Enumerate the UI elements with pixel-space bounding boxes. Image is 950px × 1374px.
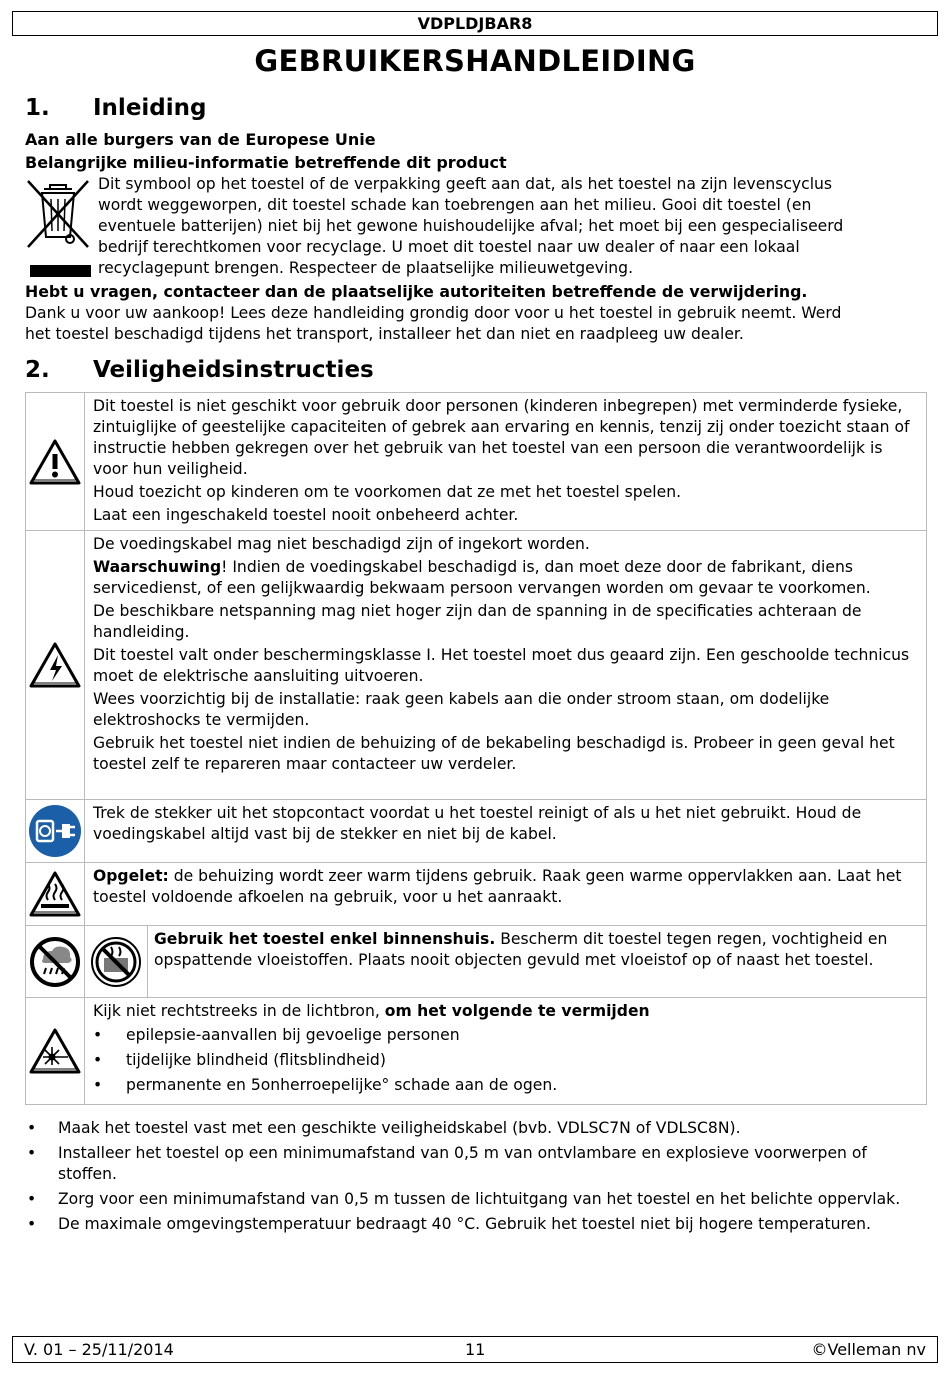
warning-icon bbox=[28, 438, 82, 486]
icon-cell bbox=[26, 863, 85, 926]
icon-cell bbox=[26, 531, 85, 800]
footer-version: V. 01 – 25/11/2014 bbox=[24, 1340, 174, 1359]
icon-cell bbox=[26, 800, 85, 863]
thanks-line: Dank u voor uw aankoop! Lees deze handleiding grondig door voor u het toestel in gebruik neemt. Werd bbox=[25, 304, 842, 322]
icon-cell bbox=[26, 926, 85, 998]
row-text: Gebruik het toestel enkel binnenshuis. Bescherm dit toestel tegen regen, vochtigheid en opspattende vloeistoffen. Plaats nooit objecten gevuld met vloeistof op of naast het toestel. bbox=[148, 926, 927, 998]
row-text: Opgelet: de behuizing wordt zeer warm tijdens gebruik. Raak geen warme oppervlakken aan. Laat het toestel voldoende afkoelen na gebruik, voor u het aanraakt. bbox=[85, 863, 927, 926]
weee-line: bedrijf terechtkomen voor recyclage. U moet dit toestel naar uw dealer of naar een lokaal bbox=[98, 238, 800, 256]
list-item: • Zorg voor een minimumafstand van 0,5 m tussen de lichtuitgang van het toestel en het belichte oppervlak. bbox=[25, 1189, 927, 1210]
safety-row bbox=[26, 393, 927, 531]
safety-row bbox=[26, 863, 927, 926]
icon-cell bbox=[26, 393, 85, 531]
weee-bar bbox=[30, 265, 91, 277]
list-item: • Installeer het toestel op een minimumafstand van 0,5 m van ontvlambare en explosieve voorwerpen of stoffen. bbox=[25, 1143, 927, 1185]
unplug-icon bbox=[28, 804, 82, 858]
list-item: • De maximale omgevingstemperatuur bedraagt 40 °C. Gebruik het toestel niet bij hogere temperaturen. bbox=[25, 1214, 927, 1235]
row-text: Trek de stekker uit het stopcontact voordat u het toestel reinigt of als u het niet gebruikt. Houd de voedingskabel altijd vast bij de stekker en niet bij de kabel. bbox=[85, 800, 927, 863]
hot-surface-icon bbox=[28, 870, 82, 918]
hazard-list bbox=[93, 1025, 920, 1096]
footer-page-number: 11 bbox=[465, 1340, 486, 1359]
list-item: • tijdelijke blindheid (flitsblindheid) bbox=[93, 1050, 920, 1071]
footer bbox=[12, 1336, 938, 1363]
row-text: De voedingskabel mag niet beschadigd zijn of ingekort worden. Waarschuwing! Indien de voedingskabel beschadigd is, dan moet deze door de fabrikant, diens servicedienst, of een gelijkwaardig bekwaam persoon vervangen worden om gevaar te voorkomen. De beschikbare netspanning mag niet hoger zijn dan de spanning in de specificaties achteraan de handleiding. Dit toestel valt onder beschermingsklasse I. Het toestel moet dus geaard zijn. Een geschoolde technicus moet de elektrische aansluiting uitvoeren. Wees voorzichtig bij de installatie: raak geen kabels aan die onder stroom staan, om dodelijke elektroshocks te vermijden. Gebruik het toestel niet indien de behuizing of de bekabeling beschadigd is. Probeer in geen geval het toestel zelf te repareren maar contacteer uw verdeler. bbox=[85, 531, 927, 800]
section1-sub1: Aan alle burgers van de Europese Unie bbox=[25, 130, 376, 149]
page-title: GEBRUIKERSHANDLEIDING bbox=[254, 44, 696, 78]
list-item: • permanente en 5onherroepelijke° schade aan de ogen. bbox=[93, 1075, 920, 1096]
weee-bin-icon bbox=[24, 177, 92, 251]
icon-cell bbox=[85, 926, 148, 998]
electric-shock-icon bbox=[28, 641, 82, 689]
laser-light-icon bbox=[28, 1027, 82, 1075]
header-model: VDPLDJBAR8 bbox=[12, 11, 938, 36]
safety-bullets bbox=[25, 1118, 927, 1239]
icon-cell bbox=[26, 998, 85, 1105]
list-item: • Maak het toestel vast met een geschikte veiligheidskabel (bvb. VDLSC7N of VDLSC8N). bbox=[25, 1118, 927, 1139]
footer-copyright: ©Velleman nv bbox=[811, 1340, 926, 1359]
safety-row bbox=[26, 800, 927, 863]
no-liquid-icon bbox=[89, 935, 143, 989]
safety-row bbox=[26, 926, 927, 998]
safety-row bbox=[26, 998, 927, 1105]
list-item: • epilepsie-aanvallen bij gevoelige personen bbox=[93, 1025, 920, 1046]
safety-row bbox=[26, 531, 927, 800]
weee-line: recyclagepunt brengen. Respecteer de plaatselijke milieuwetgeving. bbox=[98, 259, 634, 277]
section1-sub2: Belangrijke milieu-informatie betreffende dit product bbox=[25, 153, 507, 172]
row-text: Kijk niet rechtstreeks in de lichtbron, om het volgende te vermijden • epilepsie-aanvallen bij gevoelige personen • tijdelijke blindheid (flitsblindheid) • permanente en 5onherroepelijke° schade aan de ogen. bbox=[85, 998, 927, 1105]
weee-line: wordt weggeworpen, dit toestel schade kan toebrengen aan het milieu. Gooi dit toestel (en bbox=[98, 196, 812, 214]
section1-heading: 1. Inleiding bbox=[25, 95, 207, 121]
no-rain-icon bbox=[28, 935, 82, 989]
weee-line: Dit symbool op het toestel of de verpakking geeft aan dat, als het toestel na zijn levenscyclus bbox=[98, 175, 833, 193]
thanks-line: het toestel beschadigd tijdens het transport, installeer het dan niet en raadpleeg uw dealer. bbox=[25, 325, 744, 343]
weee-line: eventuele batterijen) niet bij het gewone huishoudelijke afval; het moet bij een gespecialiseerd bbox=[98, 217, 844, 235]
row-text: Dit toestel is niet geschikt voor gebruik door personen (kinderen inbegrepen) met verminderde fysieke, zintuiglijke of geestelijke capaciteiten of gebrek aan ervaring en kennis, tenzij zij onder toezicht staan of instructie hebben gekregen over het gebruik van het toestel van een persoon die verantwoordelijk is voor hun veiligheid. Houd toezicht op kinderen om te voorkomen dat ze met het toestel spelen. Laat een ingeschakeld toestel nooit onbeheerd achter. bbox=[85, 393, 927, 531]
safety-table bbox=[25, 392, 927, 1105]
questions-text: Hebt u vragen, contacteer dan de plaatselijke autoriteiten betreffende de verwijdering. bbox=[25, 282, 808, 301]
section2-heading: 2. Veiligheidsinstructies bbox=[25, 357, 374, 383]
